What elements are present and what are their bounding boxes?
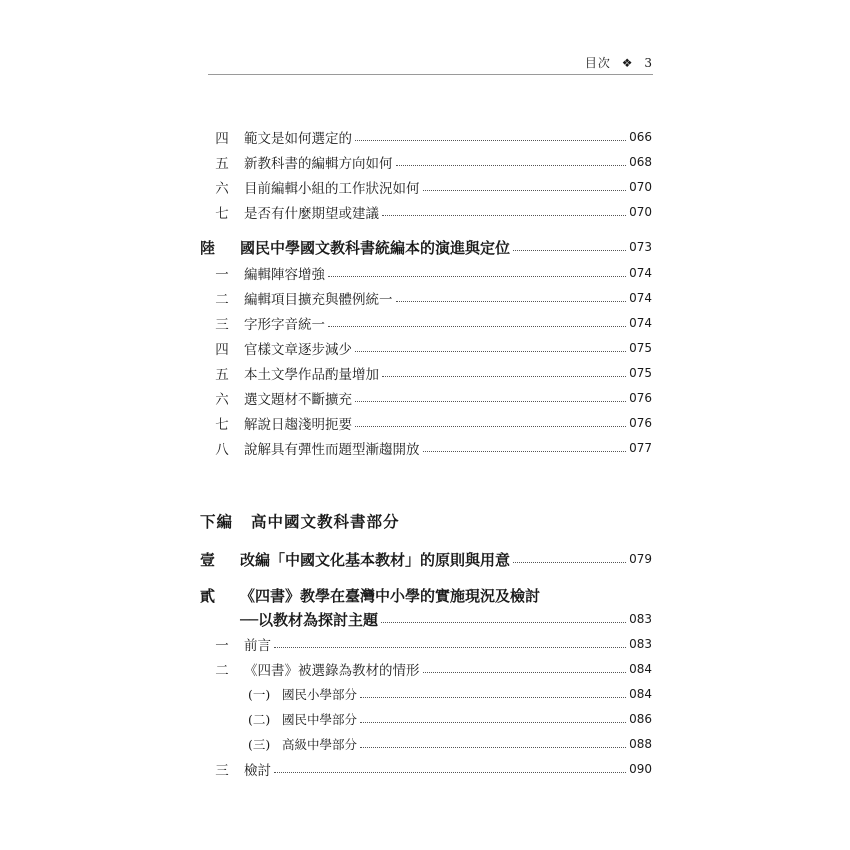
- entry-title: 解說日趨淺明扼要: [244, 417, 352, 433]
- entry-page: 083: [629, 637, 652, 651]
- entry-title: 選文題材不斷擴充: [244, 392, 352, 408]
- toc-subentry[interactable]: [248, 732, 652, 756]
- chapter-number: 貳: [200, 586, 216, 605]
- dot-leader: [355, 425, 626, 427]
- chapter-number: 壹: [200, 550, 216, 569]
- running-header: [208, 52, 653, 75]
- dot-leader: [360, 721, 626, 723]
- dot-leader: [423, 450, 627, 452]
- entry-page: 074: [629, 291, 652, 305]
- header-page-number: 3: [644, 56, 653, 70]
- toc-entry[interactable]: [200, 200, 652, 224]
- dot-leader: [360, 746, 626, 748]
- dot-leader: [355, 400, 626, 402]
- dot-leader: [423, 671, 627, 673]
- subentry-page: 088: [629, 737, 652, 751]
- dot-leader: [382, 375, 626, 377]
- dot-leader: [513, 561, 626, 563]
- part-title: 高中國文教科書部分: [251, 512, 400, 531]
- toc-chapter[interactable]: [200, 235, 652, 259]
- dot-leader: [513, 249, 626, 251]
- dot-leader: [396, 300, 627, 302]
- chapter-title: 國民中學國文教科書統編本的演進與定位: [240, 238, 511, 257]
- toc-chapter[interactable]: [200, 583, 652, 607]
- chapter-title: 改編「中國文化基本教材」的原則與用意: [240, 550, 511, 569]
- toc-entry[interactable]: [200, 286, 652, 310]
- entry-title: 是否有什麼期望或建議: [244, 206, 379, 222]
- subentry-number: (一): [248, 687, 271, 702]
- entry-page: 090: [629, 762, 652, 776]
- entry-page: 074: [629, 266, 652, 280]
- chapter-page: 073: [629, 240, 652, 254]
- subentry-number: (二): [248, 712, 271, 727]
- header-section: 目次: [584, 56, 611, 70]
- part-heading: [200, 510, 400, 532]
- entry-page: 076: [629, 391, 652, 405]
- entry-number: 一: [215, 267, 229, 283]
- entry-title: 官樣文章逐步減少: [244, 342, 352, 358]
- dot-leader: [381, 621, 626, 623]
- entry-number: 五: [215, 367, 229, 383]
- entry-page: 076: [629, 416, 652, 430]
- dot-leader: [328, 275, 626, 277]
- entry-page: 075: [629, 366, 652, 380]
- toc-entry[interactable]: [200, 311, 652, 335]
- entry-number: 八: [215, 442, 229, 458]
- entry-number: 五: [215, 156, 229, 172]
- entry-number: 七: [215, 417, 229, 433]
- toc-entry[interactable]: [200, 150, 652, 174]
- toc-entry[interactable]: [200, 336, 652, 360]
- toc-entry[interactable]: [200, 361, 652, 385]
- entry-title: 《四書》被選錄為教材的情形: [244, 663, 420, 679]
- entry-title: 檢討: [244, 763, 271, 779]
- entry-page: 075: [629, 341, 652, 355]
- dot-leader: [382, 214, 626, 216]
- dot-leader: [355, 139, 626, 141]
- subentry-title: 國民中學部分: [282, 712, 358, 727]
- toc-entry[interactable]: [200, 757, 652, 781]
- entry-title: 本土文學作品酌量增加: [244, 367, 379, 383]
- toc-entry[interactable]: [200, 125, 652, 149]
- chapter-title: 《四書》教學在臺灣中小學的實施現況及檢討: [240, 586, 541, 605]
- part-label: 下編: [200, 512, 234, 531]
- entry-title: 範文是如何選定的: [244, 131, 352, 147]
- entry-number: 二: [215, 663, 229, 679]
- entry-number: 六: [215, 392, 229, 408]
- entry-number: 三: [215, 763, 229, 779]
- entry-page: 068: [629, 155, 652, 169]
- toc-chapter[interactable]: [200, 547, 652, 571]
- chapter-page: 079: [629, 552, 652, 566]
- dot-leader: [355, 350, 626, 352]
- toc-chapter-continued[interactable]: [200, 607, 652, 631]
- subentry-page: 084: [629, 687, 652, 701]
- entry-number: 四: [215, 342, 229, 358]
- entry-page: 074: [629, 316, 652, 330]
- entry-number: 一: [215, 638, 229, 654]
- entry-page: 077: [629, 441, 652, 455]
- entry-title: 編輯項目擴充與體例統一: [244, 292, 393, 308]
- entry-title: 前言: [244, 638, 271, 654]
- subentry-number: (三): [248, 737, 271, 752]
- entry-number: 七: [215, 206, 229, 222]
- toc-entry[interactable]: [200, 632, 652, 656]
- dot-leader: [328, 325, 626, 327]
- chapter-page: 083: [629, 612, 652, 626]
- entry-title: 新教科書的編輯方向如何: [244, 156, 393, 172]
- entry-number: 三: [215, 317, 229, 333]
- chapter-subtitle: ──以教材為探討主題: [240, 610, 379, 629]
- dot-leader: [360, 696, 626, 698]
- toc-entry[interactable]: [200, 261, 652, 285]
- subentry-title: 國民小學部分: [282, 687, 358, 702]
- toc-entry[interactable]: [200, 436, 652, 460]
- toc-subentry[interactable]: [248, 682, 652, 706]
- dot-leader: [396, 164, 627, 166]
- entry-number: 六: [215, 181, 229, 197]
- entry-page: 084: [629, 662, 652, 676]
- toc-entry[interactable]: [200, 175, 652, 199]
- toc-entry[interactable]: [200, 411, 652, 435]
- subentry-title: 高級中學部分: [282, 737, 358, 752]
- ornament-icon: ❖: [621, 56, 634, 70]
- chapter-number: 陸: [200, 238, 216, 257]
- entry-title: 說解具有彈性而題型漸趨開放: [244, 442, 420, 458]
- toc-entry[interactable]: [200, 657, 652, 681]
- entry-title: 編輯陣容增強: [244, 267, 325, 283]
- toc-entry[interactable]: [200, 386, 652, 410]
- entry-page: 066: [629, 130, 652, 144]
- toc-subentry[interactable]: [248, 707, 652, 731]
- entry-title: 目前編輯小組的工作狀況如何: [244, 181, 420, 197]
- dot-leader: [423, 189, 627, 191]
- entry-page: 070: [629, 205, 652, 219]
- entry-number: 二: [215, 292, 229, 308]
- entry-number: 四: [215, 131, 229, 147]
- entry-page: 070: [629, 180, 652, 194]
- dot-leader: [274, 771, 626, 773]
- subentry-page: 086: [629, 712, 652, 726]
- dot-leader: [274, 646, 626, 648]
- entry-title: 字形字音統一: [244, 317, 325, 333]
